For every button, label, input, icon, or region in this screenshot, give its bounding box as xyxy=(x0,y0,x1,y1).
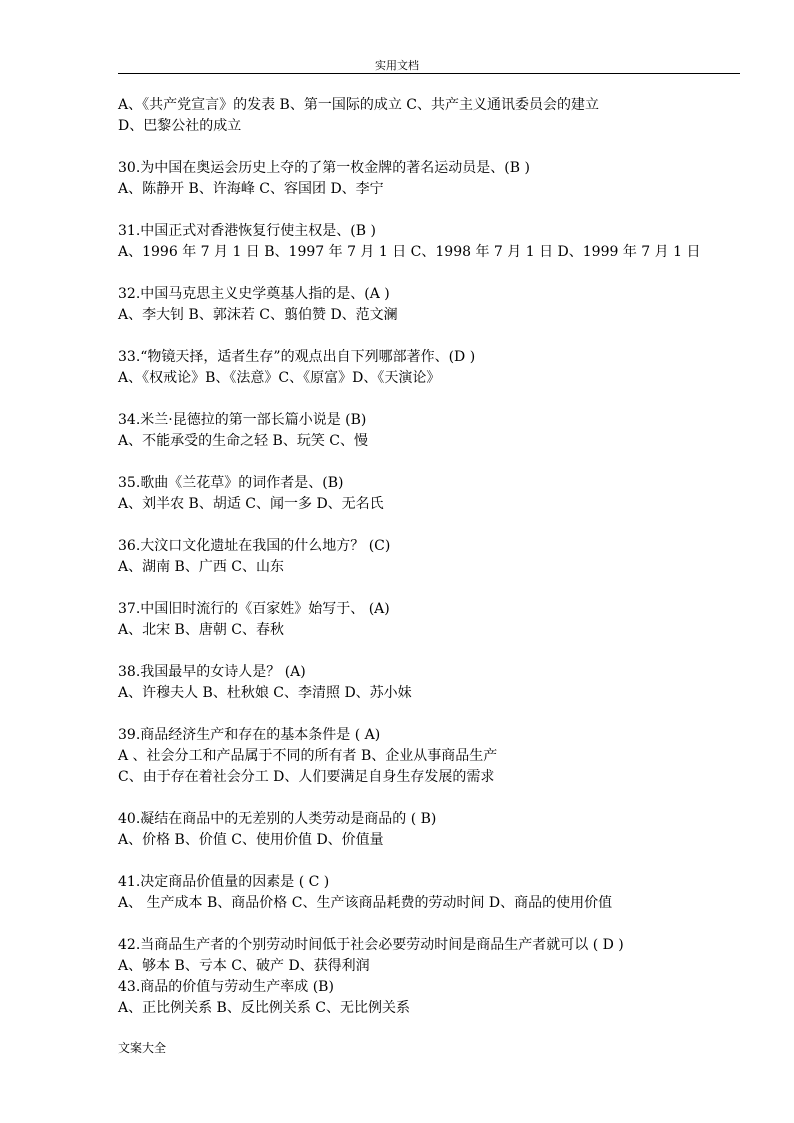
question-line: 32.中国马克思主义史学奠基人指的是、(A ) xyxy=(118,286,390,302)
option-line: A、李大钊 B、郭沫若 C、翦伯赞 D、范文澜 xyxy=(118,307,398,323)
option-line: A、许穆夫人 B、杜秋娘 C、李清照 D、苏小妹 xyxy=(118,685,412,701)
question-spacer xyxy=(118,641,758,662)
question-line: 40.凝结在商品中的无差别的人类劳动是商品的 ( B) xyxy=(118,811,437,827)
option-line: A、《权戒论》B、《法意》C、《原富》D、《天演论》 xyxy=(118,370,441,386)
question-block xyxy=(118,599,758,641)
question-spacer xyxy=(118,137,758,158)
question-spacer xyxy=(118,578,758,599)
option-line: A、1996 年 7 月 1 日 B、1997 年 7 月 1 日 C、1998 年 7 月 1 日 D、1999 年 7 月 1 日 xyxy=(118,244,701,260)
question-spacer xyxy=(118,200,758,221)
question-spacer xyxy=(118,704,758,725)
option-line: A、 生产成本 B、商品价格 C、生产该商品耗费的劳动时间 D、商品的使用价值 xyxy=(118,895,613,911)
option-line: A、北宋 B、唐朝 C、春秋 xyxy=(118,622,285,638)
option-line: C、由于存在着社会分工 D、人们要满足自身生存发展的需求 xyxy=(118,769,495,785)
header-divider xyxy=(118,73,740,74)
question-spacer xyxy=(118,263,758,284)
option-line: A、湖南 B、广西 C、山东 xyxy=(118,559,285,575)
question-line: 36.大汶口文化遗址在我国的什么地方？ (C) xyxy=(118,538,391,554)
option-line: A 、社会分工和产品属于不同的所有者 B、企业从事商品生产 xyxy=(118,748,498,764)
option-line: A、不能承受的生命之轻 B、玩笑 C、慢 xyxy=(118,433,369,449)
question-block xyxy=(118,536,758,578)
question-block xyxy=(118,725,758,788)
question-block xyxy=(118,977,758,1019)
option-line: A、正比例关系 B、反比例关系 C、无比例关系 xyxy=(118,1000,411,1016)
question-block xyxy=(118,95,758,137)
question-line: 35.歌曲《兰花草》的词作者是、(B) xyxy=(118,475,344,491)
question-line: 41.决定商品价值量的因素是 ( C ) xyxy=(118,874,330,890)
question-list xyxy=(118,95,758,1019)
option-line: A、刘半农 B、胡适 C、闻一多 D、无名氏 xyxy=(118,496,384,512)
option-line: A、价格 B、价值 C、使用价值 D、价值量 xyxy=(118,832,384,848)
question-block xyxy=(118,284,758,326)
page-footer: 文案大全 xyxy=(118,1041,167,1055)
question-block xyxy=(118,809,758,851)
question-block xyxy=(118,935,758,977)
question-block xyxy=(118,662,758,704)
question-line: A、《共产党宣言》的发表 B、第一国际的成立 C、共产主义通讯委员会的建立 xyxy=(118,97,600,113)
question-block xyxy=(118,221,758,263)
question-line: 38.我国最早的女诗人是？ (A) xyxy=(118,664,306,680)
question-block xyxy=(118,410,758,452)
question-line: 33.“物镜天择，适者生存”的观点出自下列哪部著作、(D ) xyxy=(118,349,476,365)
question-spacer xyxy=(118,914,758,935)
question-spacer xyxy=(118,788,758,809)
question-block xyxy=(118,347,758,389)
page-header: 实用文档 xyxy=(375,59,419,72)
question-spacer xyxy=(118,326,758,347)
question-line: 42.当商品生产者的个别劳动时间低于社会必要劳动时间是商品生产者就可以 ( D ) xyxy=(118,937,624,953)
question-block xyxy=(118,872,758,914)
question-line: 34.米兰·昆德拉的第一部长篇小说是 (B) xyxy=(118,412,367,428)
question-line: 39.商品经济生产和存在的基本条件是 ( A) xyxy=(118,727,381,743)
question-spacer xyxy=(118,389,758,410)
question-line: 43.商品的价值与劳动生产率成 (B) xyxy=(118,979,334,995)
question-block xyxy=(118,158,758,200)
question-spacer xyxy=(118,851,758,872)
option-line: D、巴黎公社的成立 xyxy=(118,118,242,134)
question-line: 37.中国旧时流行的《百家姓》始写于、 (A) xyxy=(118,601,390,617)
question-spacer xyxy=(118,452,758,473)
question-line: 31.中国正式对香港恢复行使主权是、(B ) xyxy=(118,223,376,239)
question-block xyxy=(118,473,758,515)
option-line: A、陈静开 B、许海峰 C、容国团 D、李宁 xyxy=(118,181,384,197)
option-line: A、够本 B、亏本 C、破产 D、获得利润 xyxy=(118,958,370,974)
question-line: 30.为中国在奥运会历史上夺的了第一枚金牌的著名运动员是、(B ) xyxy=(118,160,530,176)
question-spacer xyxy=(118,515,758,536)
